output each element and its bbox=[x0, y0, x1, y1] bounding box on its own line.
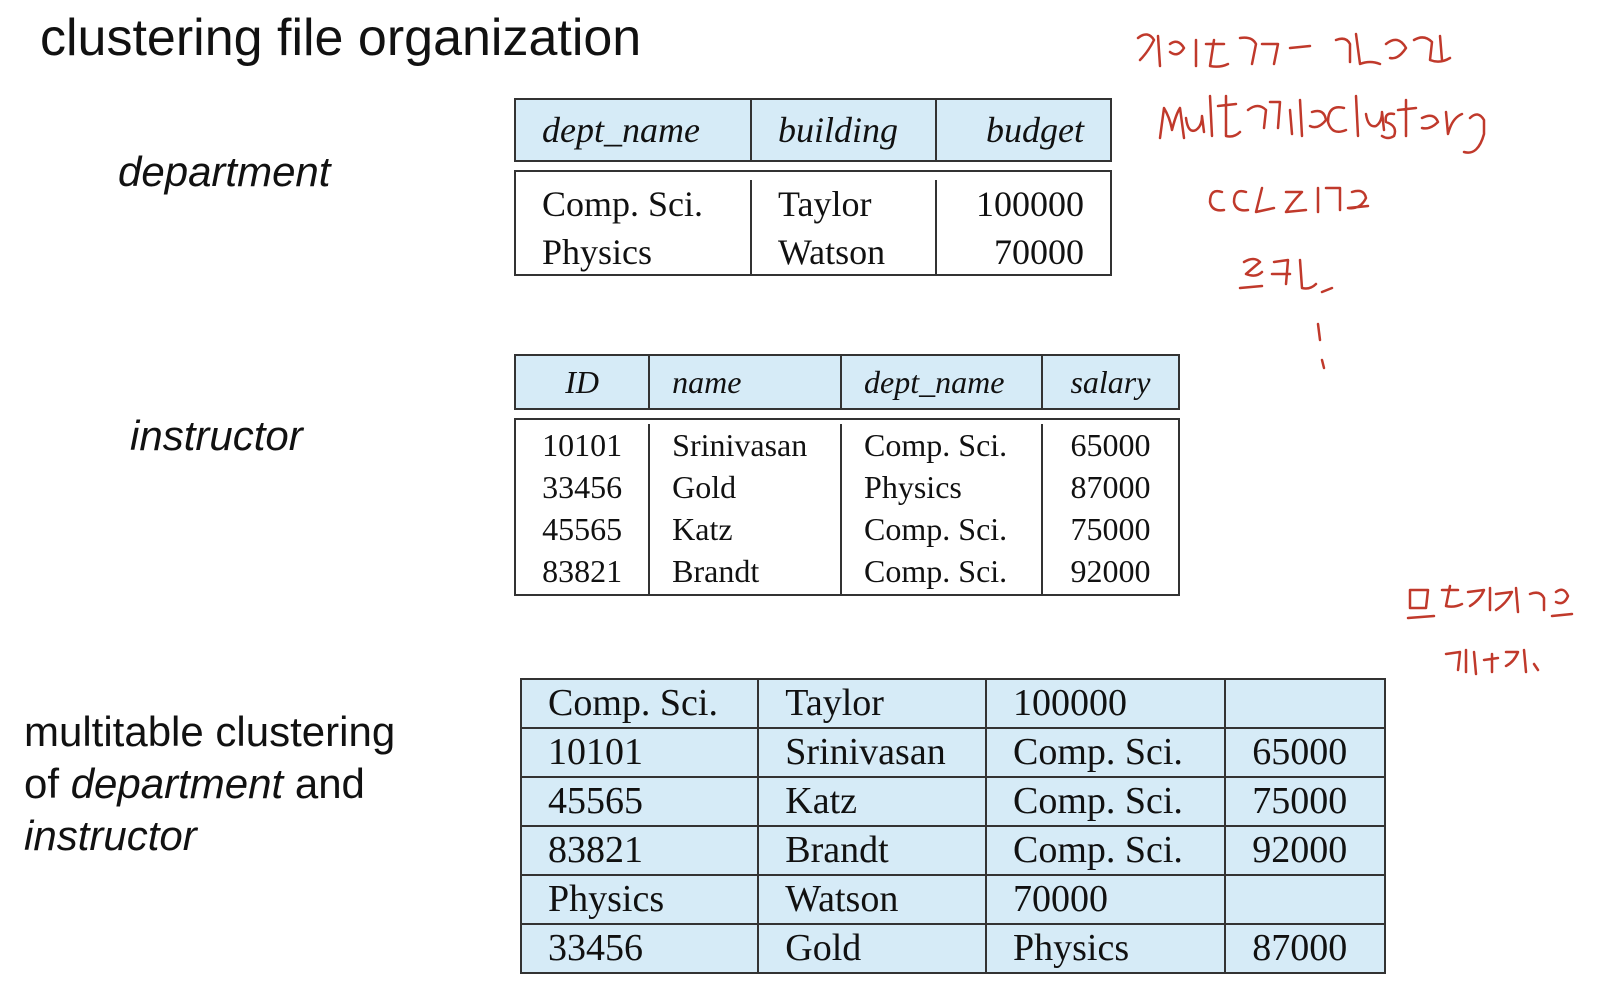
page-title: clustering file organization bbox=[40, 9, 642, 67]
header-cell: dept_name bbox=[842, 356, 1043, 408]
cell: Comp. Sci. bbox=[986, 777, 1225, 826]
cell: 75000 bbox=[1070, 511, 1151, 547]
cell: 45565 bbox=[542, 511, 623, 547]
cell: 75000 bbox=[1225, 777, 1385, 826]
handwriting-stroke bbox=[1160, 96, 1484, 153]
handwriting-stroke bbox=[1210, 188, 1368, 212]
cell: Taylor bbox=[758, 679, 986, 728]
cell: Comp. Sci. bbox=[864, 427, 1008, 463]
cell: 100000 bbox=[976, 184, 1084, 224]
cell: 33456 bbox=[542, 469, 623, 505]
header-cell: dept_name bbox=[516, 100, 752, 160]
label-department: department bbox=[118, 148, 331, 195]
cell: Physics bbox=[986, 924, 1225, 973]
handwriting-stroke bbox=[1240, 259, 1332, 368]
header-cell: salary bbox=[1070, 364, 1151, 400]
cell: Srinivasan bbox=[672, 427, 808, 463]
cell: Brandt bbox=[672, 553, 760, 589]
cell: Comp. Sci. bbox=[864, 553, 1008, 589]
cell: Srinivasan bbox=[758, 728, 986, 777]
cell: 100000 bbox=[986, 679, 1225, 728]
label-instructor: instructor bbox=[130, 412, 303, 459]
cell: 33456 bbox=[521, 924, 758, 973]
cell: 83821 bbox=[521, 826, 758, 875]
cell: 92000 bbox=[1225, 826, 1385, 875]
cell: Watson bbox=[758, 875, 986, 924]
cell: Brandt bbox=[758, 826, 986, 875]
cell: Physics bbox=[521, 875, 758, 924]
cell: Comp. Sci. bbox=[986, 826, 1225, 875]
cell: 65000 bbox=[1225, 728, 1385, 777]
cell: 87000 bbox=[1225, 924, 1385, 973]
cell: Physics bbox=[542, 232, 653, 272]
header-cell: budget bbox=[986, 110, 1084, 150]
header-cell: building bbox=[752, 100, 937, 160]
cell: Watson bbox=[778, 232, 886, 272]
cell: 83821 bbox=[542, 553, 623, 589]
cell: Gold bbox=[758, 924, 986, 973]
cell: 87000 bbox=[1070, 469, 1151, 505]
cell: 45565 bbox=[521, 777, 758, 826]
cell: Comp. Sci. bbox=[986, 728, 1225, 777]
header-cell: ID bbox=[516, 356, 650, 408]
cell: Taylor bbox=[778, 184, 872, 224]
cell: Comp. Sci. bbox=[864, 511, 1008, 547]
handwriting-stroke bbox=[1408, 586, 1572, 618]
header-cell: name bbox=[650, 356, 842, 408]
cell: 92000 bbox=[1070, 553, 1151, 589]
handwriting-stroke bbox=[1138, 34, 1450, 67]
cell: Comp. Sci. bbox=[521, 679, 758, 728]
cell: Comp. Sci. bbox=[542, 184, 704, 224]
cell: 65000 bbox=[1070, 427, 1151, 463]
cell: Katz bbox=[758, 777, 986, 826]
handwriting-stroke bbox=[1446, 650, 1538, 674]
cell: Gold bbox=[672, 469, 737, 505]
cell: 10101 bbox=[521, 728, 758, 777]
cell: Katz bbox=[672, 511, 733, 547]
cell: 10101 bbox=[542, 427, 623, 463]
cell: 70000 bbox=[994, 232, 1084, 272]
cell: Physics bbox=[864, 469, 962, 505]
label-multitable: multitable clustering of department and instructor bbox=[24, 708, 396, 859]
cell: 70000 bbox=[986, 875, 1225, 924]
